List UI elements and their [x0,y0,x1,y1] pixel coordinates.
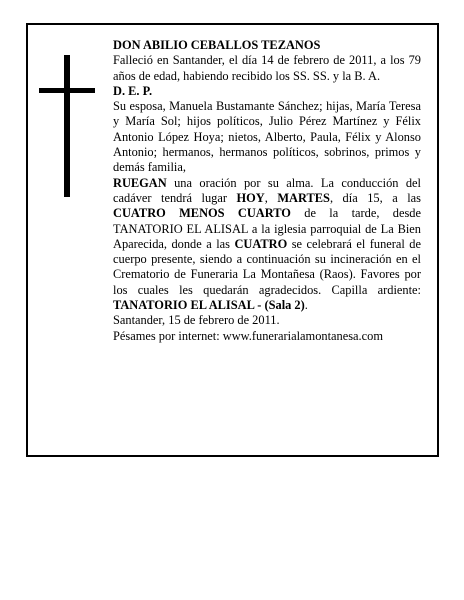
funeral-text-1: una oración por su alma. La conducción del cadáver tendrá lugar [113,175,421,205]
rip-text: D. E. P. [113,83,153,98]
martes-text: MARTES [277,190,330,205]
obituary-text [113,38,421,344]
family-list: Su esposa, Manuela Bustamante Sánchez; hijas, María Teresa y María Sol; hijos políticos, Julio Pérez Martínez y Félix Antonio López Hoya; nietos, Alberto, Paula, Félix y Alonso Antonio; hermanos, hermanos políticos, sobrinos, primos y demás familia, [113,99,421,175]
funeral-text-4: se celebrará el funeral de cuerpo presente, siendo a continuación su incineración en el Crematorio de Funeraria La Montañesa (Raos). Favores por los cuales les quedarán agradecidos. Capilla ardiente: [113,236,421,297]
funeral-text-5: . [304,298,308,313]
death-announcement: Falleció en Santander, el día 14 de febrero de 2011, a los 79 años de edad, habiendo recibido los SS. SS. y la B. A. [113,53,421,83]
funeral-text-2: , día 15, a las [329,190,421,205]
cuatro-text: CUATRO [234,236,288,251]
rip-line [113,84,421,99]
deceased-name-text: DON ABILIO CEBALLOS TEZANOS [113,38,321,52]
funeral-comma: , [264,190,278,205]
funeral-text-3: de la tarde, desde TANATORIO EL ALISAL a la iglesia parroquial de La Bien Aparecida, donde a las [113,206,421,251]
cross-horizontal-bar [39,88,95,93]
hoy-text: HOY [236,190,265,205]
condolences-line: Pésames por internet: www.funerarialamontanesa.com [113,328,383,343]
ruegan-text: RUEGAN [113,175,167,190]
funeral-details [113,176,421,314]
deceased-name [113,38,421,53]
date-line: Santander, 15 de febrero de 2011. [113,313,280,328]
cross-vertical-bar [64,55,70,197]
chapel-location: TANATORIO EL ALISAL - (Sala 2) [113,298,305,313]
funeral-time: CUATRO MENOS CUARTO [113,206,291,221]
